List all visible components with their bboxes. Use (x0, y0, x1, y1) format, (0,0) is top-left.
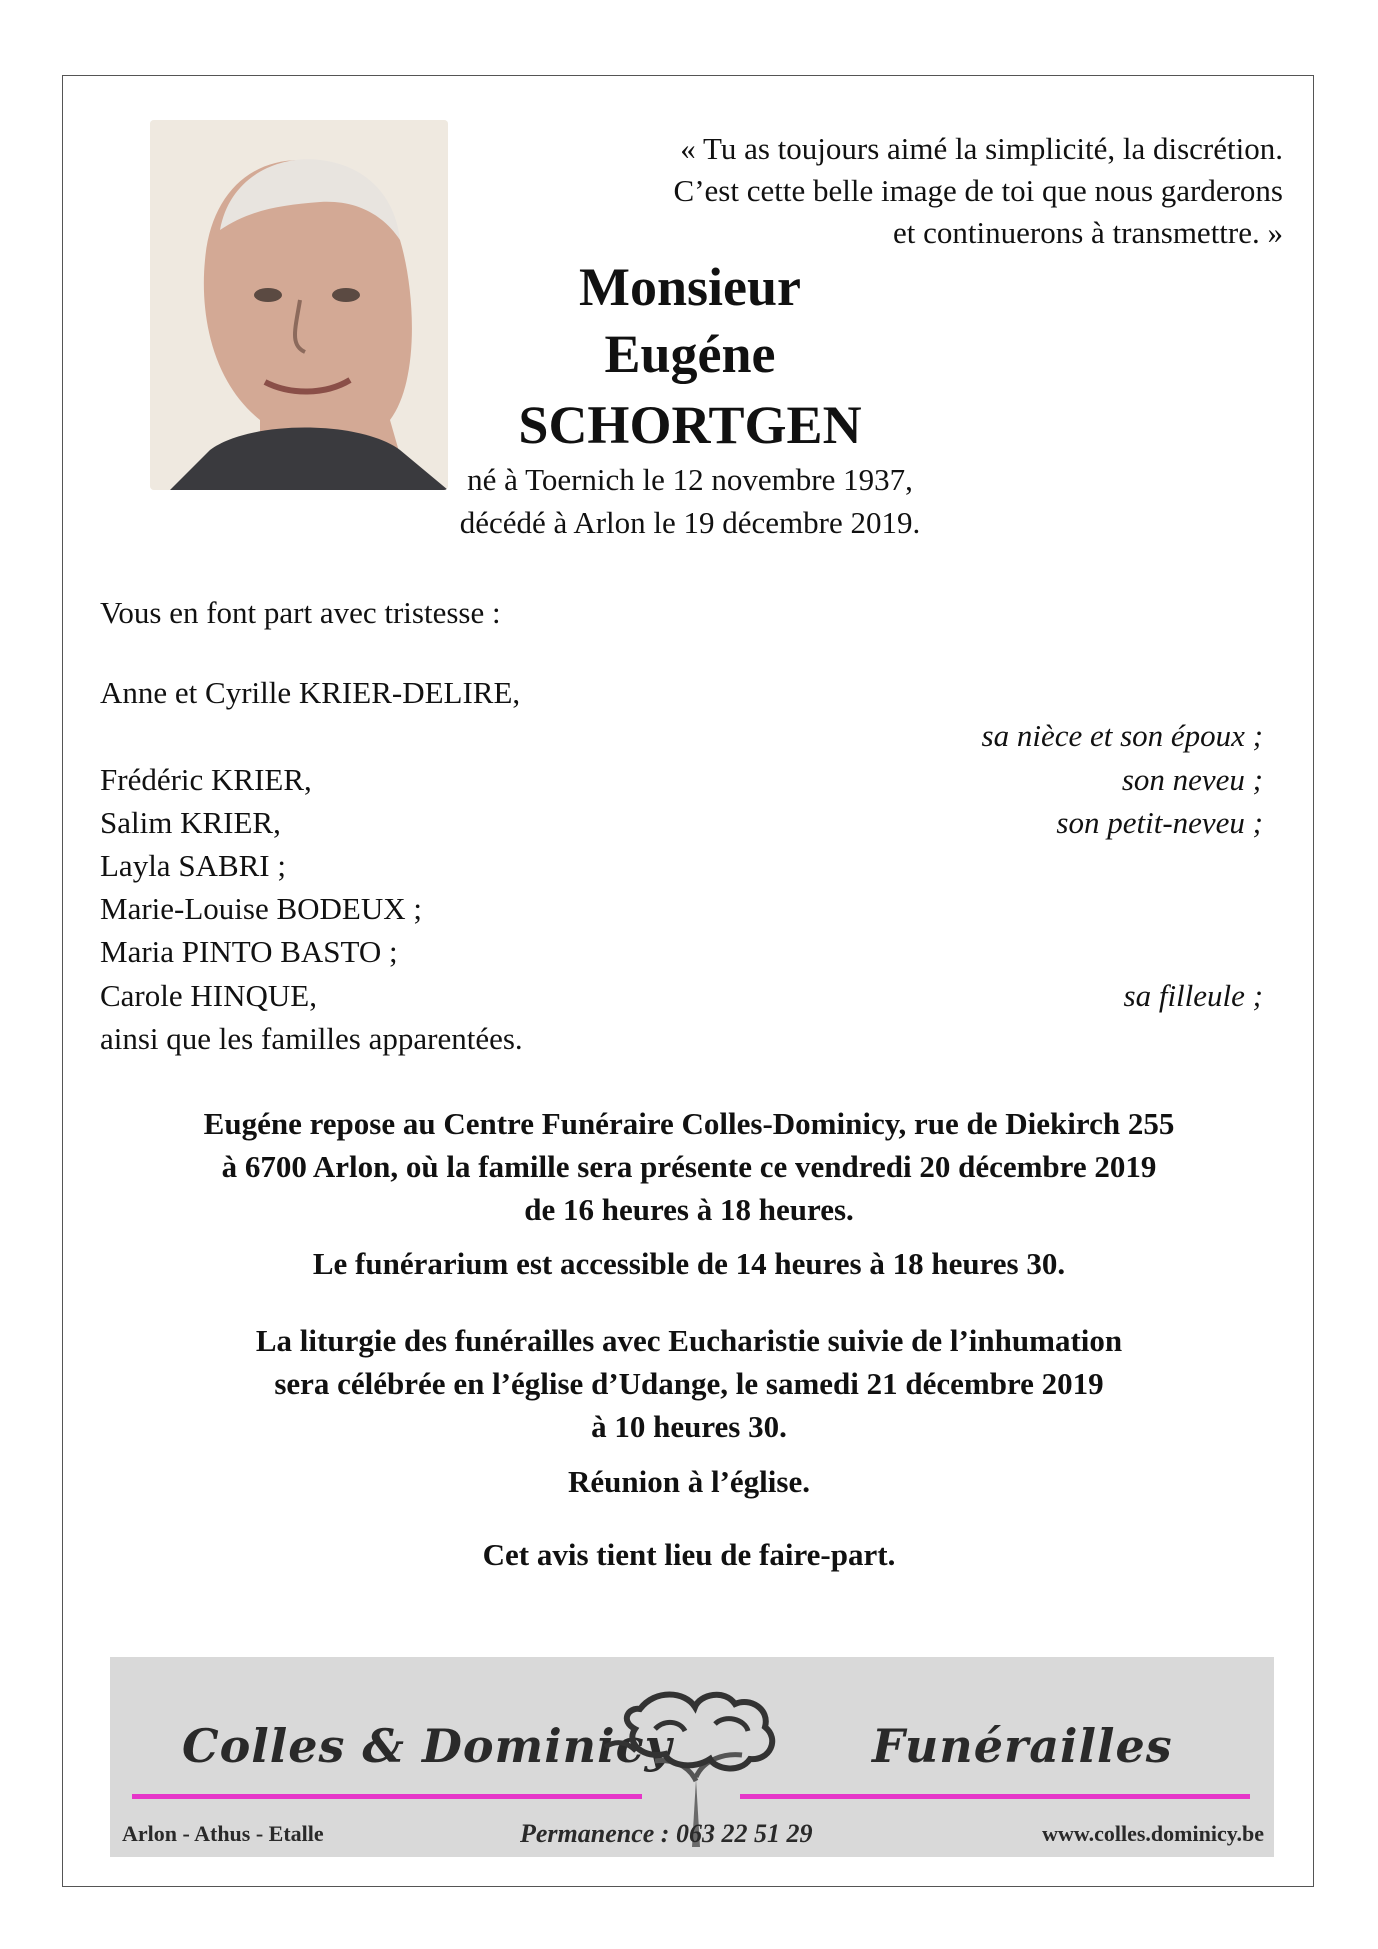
family-row (100, 760, 1263, 800)
accent-line-left (132, 1794, 642, 1799)
family-name: ainsi que les familles apparentées. (100, 1021, 523, 1056)
family-row (100, 716, 1263, 756)
family-row (100, 932, 1263, 972)
family-row (100, 803, 1263, 843)
family-name: Anne et Cyrille KRIER-DELIRE, (100, 675, 521, 710)
deceased-last-name: SCHORTGEN (518, 395, 862, 455)
family-row (100, 1019, 1263, 1059)
intro-text: Vous en font part avec tristesse : (100, 595, 501, 630)
family-name: Maria PINTO BASTO ; (100, 934, 398, 969)
access-info: Le funérarium est accessible de 14 heures à 18 heures 30. (312, 1246, 1066, 1281)
family-row (100, 976, 1263, 1016)
life-dates (390, 458, 990, 544)
deceased-title: Monsieur (579, 257, 801, 317)
liturgy-line-2: sera célébrée en l’église d’Udange, le samedi 21 décembre 2019 (274, 1366, 1104, 1401)
family-name: Frédéric KRIER, (100, 762, 312, 797)
repose-line-2: à 6700 Arlon, où la famille sera présente ce vendredi 20 décembre 2019 (221, 1149, 1157, 1184)
birth-line: né à Toernich le 12 novembre 1937, (467, 462, 913, 497)
family-relation: sa filleule ; (1123, 978, 1263, 1013)
quote-line-2: C’est cette belle image de toi que nous garderons (673, 173, 1283, 208)
brand-name: Colles & Dominicy (182, 1719, 673, 1773)
reunion-info: Réunion à l’église. (568, 1464, 810, 1499)
repose-line-1: Eugéne repose au Centre Funéraire Colles-Dominicy, rue de Diekirch 255 (203, 1106, 1175, 1141)
permanence-phone: Permanence : 063 22 51 29 (520, 1819, 813, 1848)
repose-line-3: de 16 heures à 18 heures. (524, 1192, 854, 1227)
locations: Arlon - Athus - Etalle (122, 1821, 324, 1846)
deceased-first-name: Eugéne (604, 324, 776, 384)
family-name: Marie-Louise BODEUX ; (100, 891, 422, 926)
family-row (100, 889, 1263, 929)
family-name: Layla SABRI ; (100, 848, 286, 883)
website-link[interactable]: www.colles.dominicy.be (1042, 1821, 1264, 1846)
family-relation: son neveu ; (1121, 762, 1263, 797)
quote-line-3: et continuerons à transmettre. » (893, 215, 1283, 250)
family-row (100, 673, 1263, 713)
repose-info (80, 1102, 1298, 1231)
family-row (100, 846, 1263, 886)
memorial-quote (523, 128, 1283, 254)
quote-line-1: « Tu as toujours aimé la simplicité, la discrétion. (680, 131, 1283, 166)
brand-service: Funérailles (872, 1719, 1173, 1773)
liturgy-info (80, 1319, 1298, 1448)
accent-line-right (740, 1794, 1250, 1799)
family-relation: son petit-neveu ; (1056, 805, 1263, 840)
liturgy-line-3: à 10 heures 30. (591, 1409, 787, 1444)
family-relation: sa nièce et son époux ; (981, 718, 1263, 753)
family-name: Carole HINQUE, (100, 978, 317, 1013)
family-name: Salim KRIER, (100, 805, 281, 840)
funeral-home-banner (110, 1657, 1274, 1857)
death-line: décédé à Arlon le 19 décembre 2019. (459, 505, 921, 540)
liturgy-line-1: La liturgie des funérailles avec Eucharistie suivie de l’inhumation (255, 1323, 1123, 1358)
notice-info: Cet avis tient lieu de faire-part. (482, 1537, 896, 1572)
